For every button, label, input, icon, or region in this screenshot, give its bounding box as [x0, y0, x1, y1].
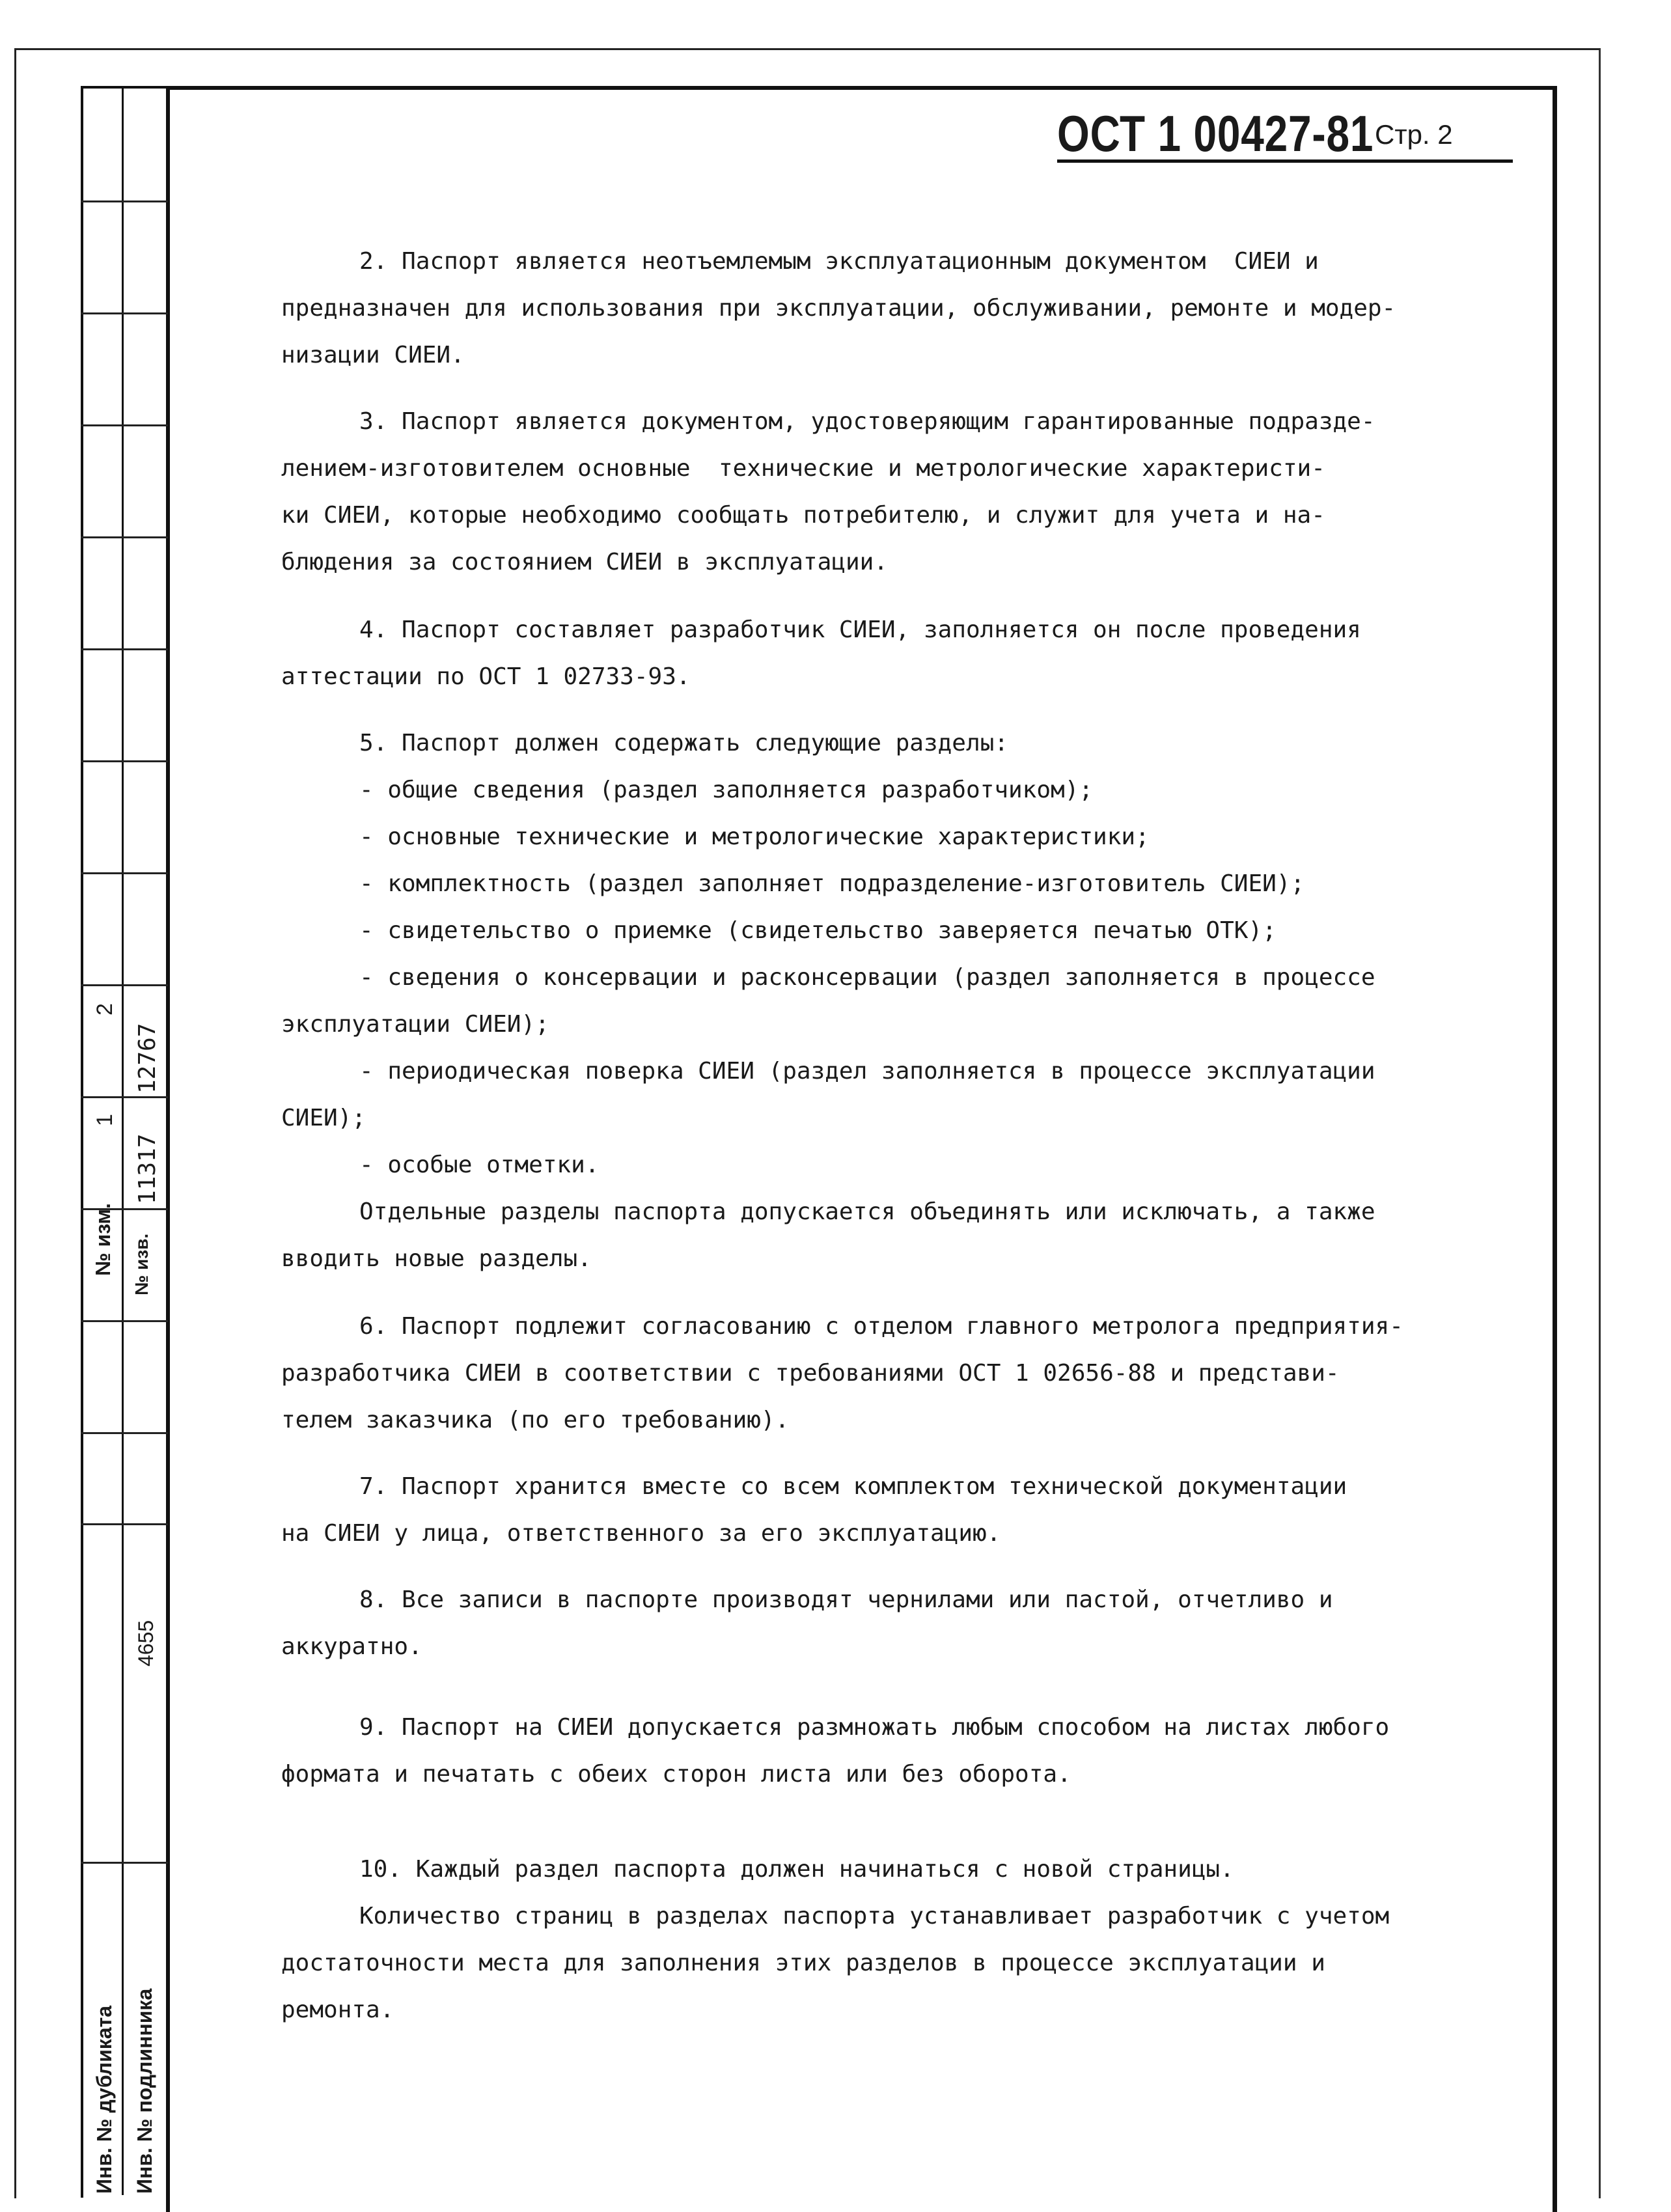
sidebar-cell-line — [81, 1096, 168, 1098]
text-line: низации СИЕИ. — [281, 342, 465, 368]
original-number: 4655 — [134, 1620, 158, 1666]
revision-2: 2 — [92, 1003, 117, 1016]
text-line: телем заказчика (по его требованию). — [281, 1407, 790, 1433]
text-line: эксплуатации СИЕИ); — [281, 1011, 549, 1038]
notice-label: № изв. — [131, 1233, 152, 1295]
text-line: лением-изготовителем основные технические и метрологические характеристи- — [281, 455, 1325, 482]
text-line: предназначен для использования при эксплуатации, обслуживании, ремонте и модер- — [281, 295, 1396, 322]
text-line: Количество страниц в разделах паспорта устанавливает разработчик с учетом — [359, 1903, 1390, 1929]
text-line: вводить новые разделы. — [281, 1245, 592, 1272]
sidebar-cell-line — [81, 1432, 168, 1434]
sidebar-cell-line — [81, 872, 168, 874]
notice-2: 12767 — [134, 1023, 161, 1094]
text-line: 5. Паспорт должен содержать следующие разделы: — [359, 730, 1008, 756]
revision-1: 1 — [92, 1114, 117, 1126]
revision-label: № изм. — [91, 1203, 115, 1276]
list-item: - свидетельство о приемке (свидетельство заверяется печатью ОТК); — [359, 917, 1277, 944]
text-line: 8. Все записи в паспорте производят чернилами или пастой, отчетливо и — [359, 1586, 1333, 1613]
original-inventory-label: Инв. № подлинника — [133, 1988, 156, 2194]
text-line: формата и печатать с обеих сторон листа или без оборота. — [281, 1761, 1071, 1788]
text-line: 2. Паспорт является неотъемлемым эксплуатационным документом СИЕИ и — [359, 248, 1319, 275]
sidebar-cell-line — [81, 1523, 168, 1525]
sidebar-cell-line — [81, 648, 168, 650]
text-line: 7. Паспорт хранится вместе со всем комплектом технической документации — [359, 1473, 1347, 1500]
document-code: ОСТ 1 00427-81 — [1057, 105, 1374, 162]
list-item: - особые отметки. — [359, 1152, 600, 1178]
duplicate-inventory-label: Инв. № дубликата — [92, 2005, 116, 2194]
sidebar-cell-line — [81, 424, 168, 426]
sidebar-cell-line — [81, 1862, 168, 1864]
sidebar-cell-line — [81, 536, 168, 538]
notice-1: 11317 — [134, 1133, 161, 1204]
text-line: 10. Каждый раздел паспорта должен начинаться с новой страницы. — [359, 1856, 1234, 1883]
text-line: аккуратно. — [281, 1633, 422, 1660]
list-item: - периодическая поверка СИЕИ (раздел заполняется в процессе эксплуатации — [359, 1058, 1375, 1085]
page-number: Стр. 2 — [1375, 119, 1453, 150]
text-line: блюдения за состоянием СИЕИ в эксплуатации. — [281, 549, 888, 575]
text-line: 3. Паспорт является документом, удостоверяющим гарантированные подразде- — [359, 408, 1375, 435]
list-item: - сведения о консервации и расконсервации (раздел заполняется в процессе — [359, 964, 1375, 991]
text-line: 6. Паспорт подлежит согласованию с отделом главного метролога предприятия- — [359, 1313, 1403, 1340]
sidebar-divider — [122, 86, 124, 2195]
text-line: на СИЕИ у лица, ответственного за его эксплуатацию. — [281, 1520, 1001, 1547]
text-line: 9. Паспорт на СИЕИ допускается размножать любым способом на листах любого — [359, 1714, 1390, 1741]
text-line: разработчика СИЕИ в соответствии с требованиями ОСТ 1 02656-88 и представи- — [281, 1360, 1340, 1387]
page-frame — [166, 86, 1557, 2212]
text-line: Отдельные разделы паспорта допускается объединять или исключать, а также — [359, 1198, 1375, 1225]
text-line: ки СИЕИ, которые необходимо сообщать потребителю, и служит для учета и на- — [281, 502, 1325, 529]
text-line: 4. Паспорт составляет разработчик СИЕИ, заполняется он после проведения — [359, 616, 1361, 643]
sidebar-cell-line — [81, 200, 168, 202]
sidebar-cell-line — [81, 760, 168, 762]
list-item: - общие сведения (раздел заполняется разработчиком); — [359, 777, 1094, 803]
text-line: достаточности места для заполнения этих разделов в процессе эксплуатации и — [281, 1950, 1325, 1976]
text-line: аттестации по ОСТ 1 02733-93. — [281, 663, 691, 690]
document-header — [1057, 107, 1513, 163]
sidebar-cell-line — [81, 984, 168, 986]
list-item: - комплектность (раздел заполняет подразделение-изготовитель СИЕИ); — [359, 870, 1305, 897]
sidebar-cell-line — [81, 1320, 168, 1322]
text-line: СИЕИ); — [281, 1105, 366, 1131]
list-item: - основные технические и метрологические характеристики; — [359, 823, 1150, 850]
text-line: ремонта. — [281, 1997, 394, 2023]
sidebar-cell-line — [81, 312, 168, 314]
